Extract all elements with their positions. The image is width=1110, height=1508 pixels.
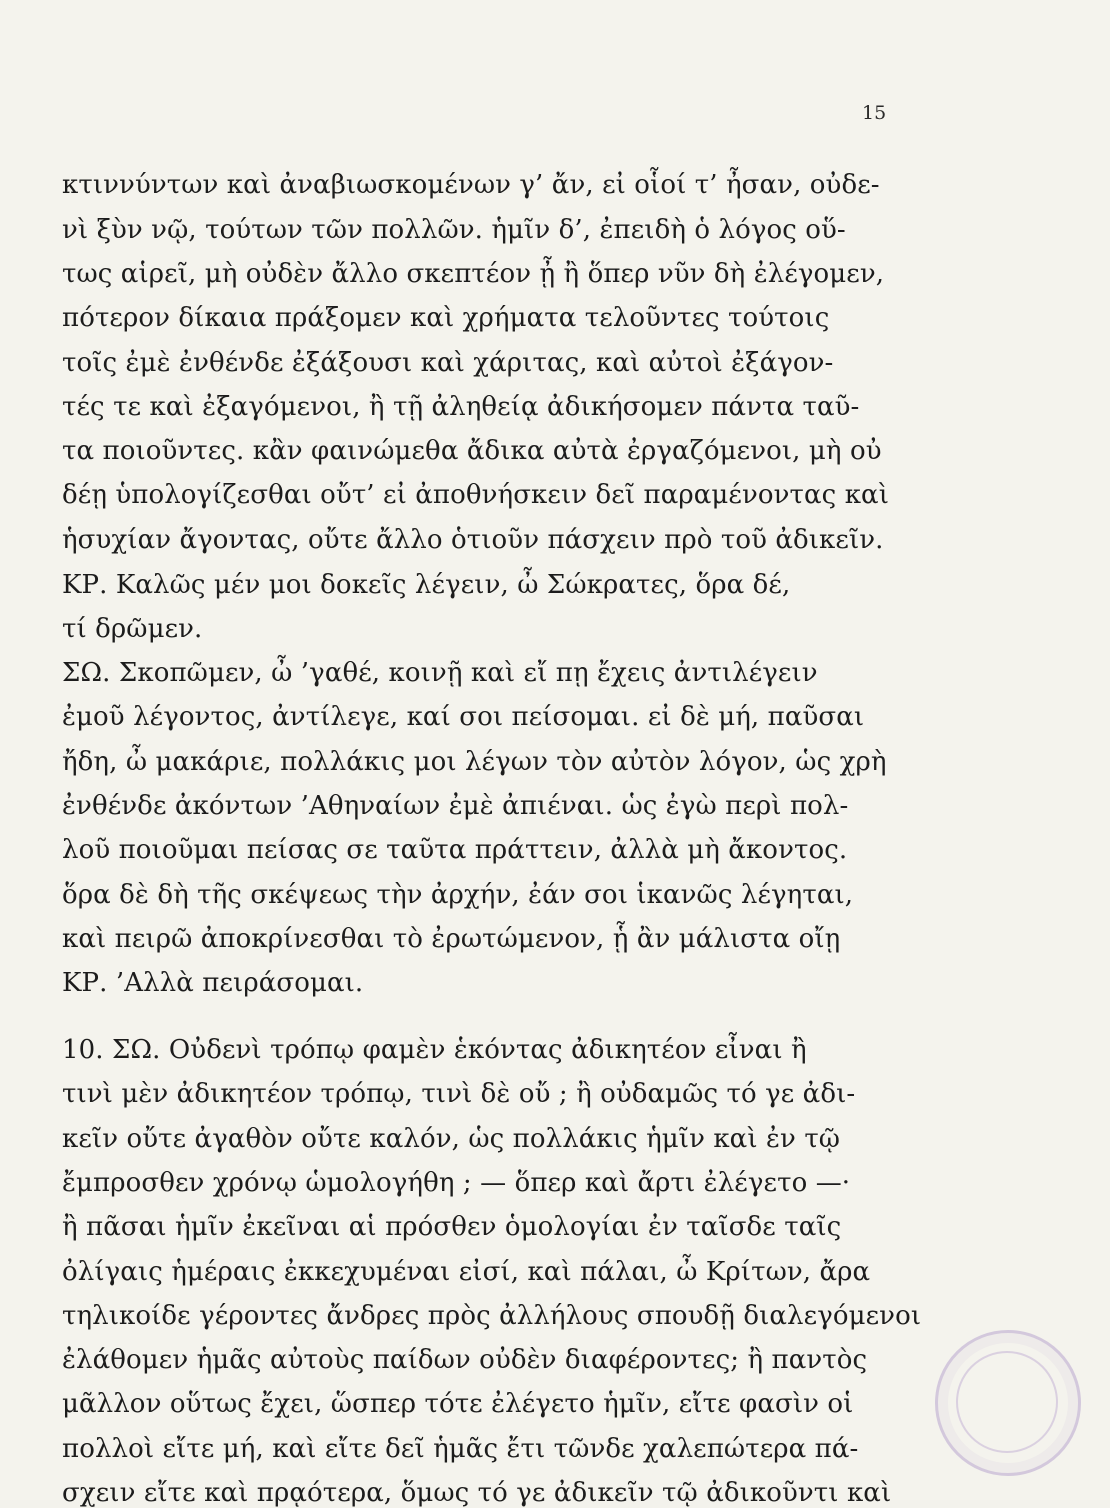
text-line: τές τε καὶ ἐξαγόμενοι, ἢ τῇ ἀληθείᾳ ἀδικήσομεν πάντα ταῦ- <box>62 392 860 422</box>
text-line: κτιννύντων καὶ ἀναβιωσκομένων γ’ ἄν, εἰ οἷοί τ’ ἦσαν, οὐδε- <box>62 170 880 200</box>
text-line: ὀλίγαις ἡμέραις ἐκκεχυμέναι εἰσί, καὶ πάλαι, ὦ Κρίτων, ἄρα <box>62 1257 871 1287</box>
text-line: πολλοὶ εἴτε μή, καὶ εἴτε δεῖ ἡμᾶς ἔτι τῶνδε χαλεπώτερα πά- <box>62 1434 859 1464</box>
speaker-line: ΚΡ. ’Αλλὰ πειράσομαι. <box>62 968 364 998</box>
text-line: μᾶλλον οὕτως ἔχει, ὥσπερ τότε ἐλέγετο ἡμῖν, εἴτε φασὶν οἱ <box>62 1389 854 1419</box>
text-line: νὶ ξὺν νῷ, τούτων τῶν πολλῶν. ἡμῖν δ’, ἐπειδὴ ὁ λόγος οὕ- <box>62 215 846 245</box>
text-line: ὅρα δὲ δὴ τῆς σκέψεως τὴν ἀρχήν, ἐάν σοι ἱκανῶς λέγηται, <box>62 880 854 910</box>
text-line: τως αἱρεῖ, μὴ οὐδὲν ἄλλο σκεπτέον ᾖ ἢ ὅπερ νῦν δὴ ἐλέγομεν, <box>62 259 885 289</box>
text-line: ἐνθένδε ἀκόντων ’Αθηναίων ἐμὲ ἀπιέναι. ὡς ἐγὼ περὶ πολ- <box>62 791 849 821</box>
text-line: ἡσυχίαν ἄγοντας, οὔτε ἄλλο ὁτιοῦν πάσχειν πρὸ τοῦ ἀδικεῖν. <box>62 525 884 555</box>
text-line: ἤδη, ὦ μακάριε, πολλάκις μοι λέγων τὸν αὐτὸν λόγον, ὡς χρὴ <box>62 747 887 777</box>
text-line: ἐμοῦ λέγοντος, ἀντίλεγε, καί σοι πείσομαι. εἰ δὲ μή, παῦσαι <box>62 702 865 732</box>
text-line: τοῖς ἐμὲ ἐνθένδε ἐξάξουσι καὶ χάριτας, καὶ αὐτοὶ ἐξάγον- <box>62 348 834 378</box>
library-stamp-inner-ring <box>956 1351 1058 1453</box>
text-line: δέῃ ὑπολογίζεσθαι οὔτ’ εἰ ἀποθνήσκειν δεῖ παραμένοντας καὶ <box>62 480 889 510</box>
speaker-line: ΣΩ. Σκοπῶμεν, ὦ ’γαθέ, κοινῇ καὶ εἴ πῃ ἔχεις ἀντιλέγειν <box>62 658 818 688</box>
text-line: σχειν εἴτε καὶ πρᾳότερα, ὅμως τό γε ἀδικεῖν τῷ ἀδικοῦντι καὶ <box>62 1478 892 1508</box>
text-line: τινὶ μὲν ἀδικητέον τρόπῳ, τινὶ δὲ οὔ ; ἢ οὐδαμῶς τό γε ἀδι- <box>62 1079 856 1109</box>
text-line: ἢ πᾶσαι ἡμῖν ἐκεῖναι αἱ πρόσθεν ὁμολογίαι ἐν ταῖσδε ταῖς <box>62 1212 842 1242</box>
text-line: τα ποιοῦντες. κἂν φαινώμεθα ἄδικα αὐτὰ ἐργαζόμενοι, μὴ οὐ <box>62 436 882 466</box>
text-line: τηλικοίδε γέροντες ἄνδρες πρὸς ἀλλήλους σπουδῇ διαλεγόμενοι <box>62 1301 922 1331</box>
text-line: ἔμπροσθεν χρόνῳ ὡμολογήθη ; — ὅπερ καὶ ἄρτι ἐλέγετο —· <box>62 1168 851 1198</box>
section-line: 10. ΣΩ. Οὐδενὶ τρόπῳ φαμὲν ἑκόντας ἀδικητέον εἶναι ἢ <box>62 1035 807 1065</box>
text-line: λοῦ ποιοῦμαι πείσας σε ταῦτα πράττειν, ἀλλὰ μὴ ἄκοντος. <box>62 835 848 865</box>
text-line: κεῖν οὔτε ἀγαθὸν οὔτε καλόν, ὡς πολλάκις ἡμῖν καὶ ἐν τῷ <box>62 1124 841 1154</box>
text-line: καὶ πειρῶ ἀποκρίνεσθαι τὸ ἐρωτώμενον, ᾗ ἂν μάλιστα οἴῃ <box>62 924 841 954</box>
page-number: 15 <box>862 102 887 124</box>
library-stamp <box>935 1330 1081 1476</box>
speaker-line: ΚΡ. Καλῶς μέν μοι δοκεῖς λέγειν, ὦ Σώκρατες, ὅρα δέ, <box>62 570 791 600</box>
text-line: τί δρῶμεν. <box>62 614 203 644</box>
text-line: πότερον δίκαια πράξομεν καὶ χρήματα τελοῦντες τούτοις <box>62 303 830 333</box>
text-line: ἐλάθομεν ἡμᾶς αὐτοὺς παίδων οὐδὲν διαφέροντες; ἢ παντὸς <box>62 1345 868 1375</box>
